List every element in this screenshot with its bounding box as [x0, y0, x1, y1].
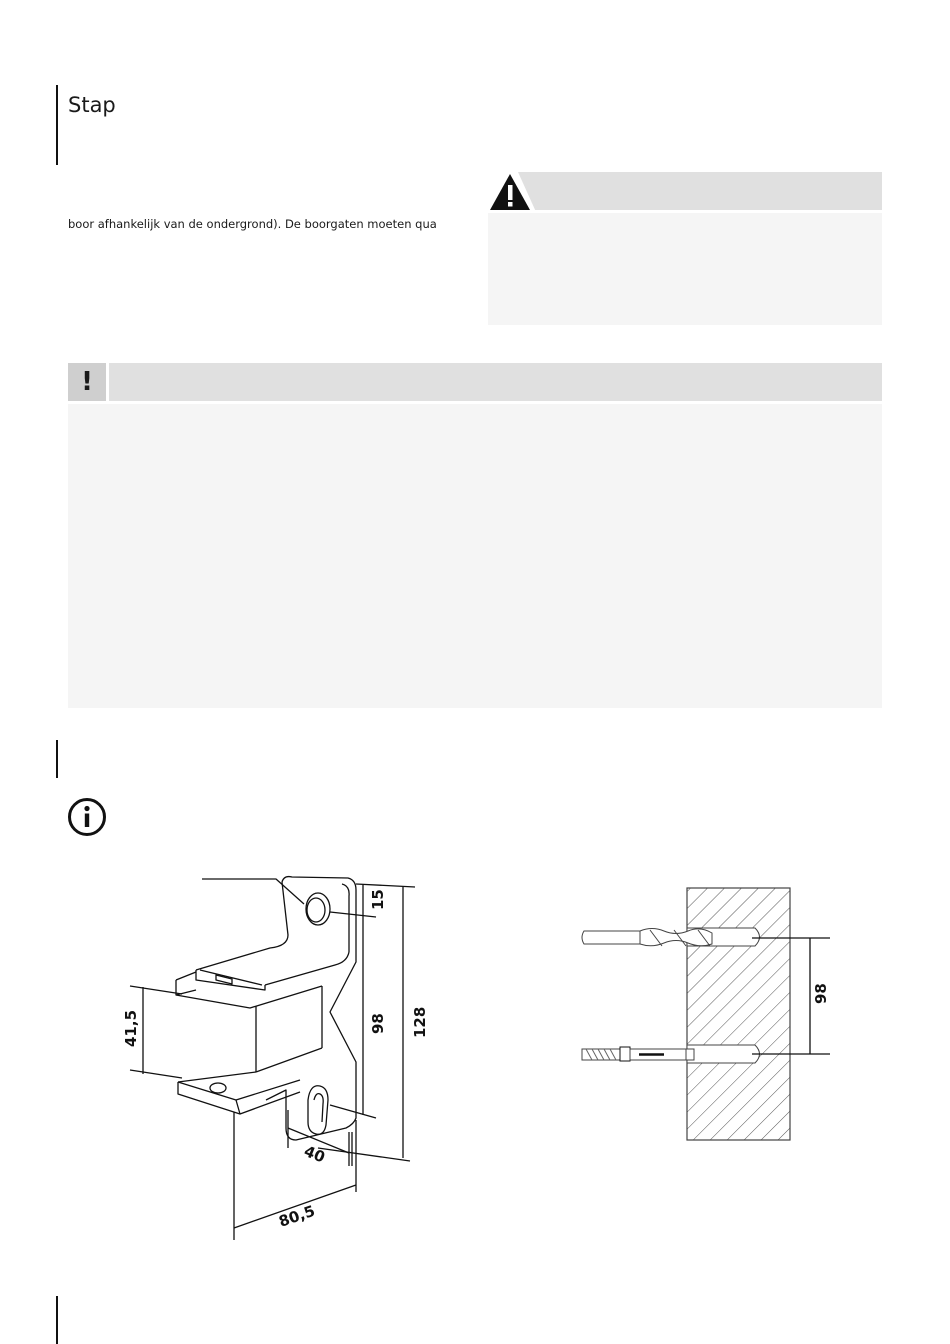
exclamation-icon: !	[81, 367, 93, 397]
warning-header-divider	[488, 210, 882, 213]
margin-bar-middle	[56, 740, 58, 778]
warning-triangle-icon	[488, 172, 536, 212]
margin-bar-bottom	[56, 1296, 58, 1344]
bracket-drawing	[110, 860, 440, 1250]
wall-anchor	[582, 1047, 694, 1061]
margin-bar-top	[56, 85, 58, 165]
dimension-80-5: 80,5	[276, 1201, 318, 1231]
dimension-40: 40	[301, 1142, 328, 1167]
info-circle-icon	[67, 797, 107, 837]
warning-header	[488, 172, 882, 210]
dimension-98: 98	[369, 1013, 387, 1034]
dimension-98-spacing: 98	[812, 983, 830, 1004]
dimension-128: 128	[411, 1006, 429, 1038]
note-header-divider	[68, 401, 882, 404]
note-box	[68, 363, 882, 708]
dimension-15: 15	[369, 889, 387, 910]
note-header	[68, 363, 882, 401]
dimension-41-5: 41,5	[122, 1009, 140, 1047]
step-title: Stap	[68, 93, 116, 117]
body-text: boor afhankelijk van de ondergrond). De boorgaten moeten qua	[68, 217, 437, 231]
wall-section	[687, 888, 790, 1140]
warning-box	[488, 172, 882, 325]
drill-bit	[582, 929, 712, 947]
wall-drilling-drawing	[575, 880, 840, 1150]
note-icon-separator	[106, 363, 109, 401]
